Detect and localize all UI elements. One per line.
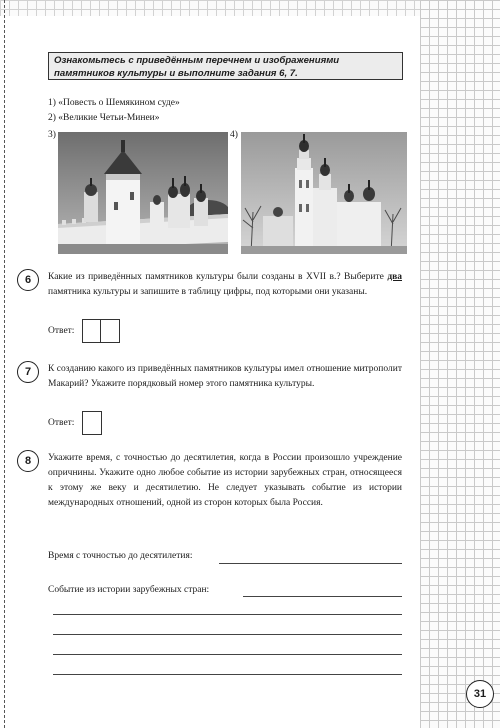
question-8-event-line-3[interactable] <box>53 634 402 635</box>
question-8-text: Укажите время, с точностью до десятилетия, когда в России произошло учреждение опричнины. Укажите одно любое событие из истории зарубежных стран, относящееся к этому же веку и десятилетию. Не следует указывать событие из истории международных отношений, одной из сторон которых была Россия. <box>48 453 402 508</box>
question-6-answer-cell-2[interactable] <box>100 319 120 343</box>
question-8-decade-label: Время с точностью до десятилетия: <box>48 551 193 561</box>
page-number: 31 <box>466 680 494 708</box>
question-6-answer-label: Ответ: <box>48 326 75 336</box>
monument-label-3: 3) <box>48 130 56 140</box>
question-7-answer-label: Ответ: <box>48 418 75 428</box>
question-8-event-line-5[interactable] <box>53 674 402 675</box>
question-8-event-label: Событие из истории зарубежных стран: <box>48 585 210 595</box>
cut-line <box>4 0 5 728</box>
monument-item-2: 2) «Великие Четьи-Минеи» <box>48 113 160 123</box>
question-7-answer-cell[interactable] <box>82 411 102 435</box>
instruction-box: Ознакомьтесь с приведённым перечнем и изображениями памятников культуры и выполните задания 6, 7. <box>48 52 403 80</box>
question-7-text: К созданию какого из приведённых памятников культуры имел отношение митрополит Макарий? Укажите порядковый номер этого памятника культуры. <box>48 364 402 389</box>
monument-item-1: 1) «Повесть о Шемякином суде» <box>48 98 180 108</box>
question-6-text-part2: памятника культуры и запишите в таблицу цифры, под которыми они указаны. <box>48 287 368 297</box>
monument-label-4: 4) <box>230 130 238 140</box>
question-8-event-line-4[interactable] <box>53 654 402 655</box>
question-8-event-line-2[interactable] <box>53 614 402 615</box>
question-6-number: 6 <box>17 269 39 291</box>
monument-photo-3 <box>58 132 228 254</box>
question-6-text <box>48 270 402 300</box>
question-8-number: 8 <box>17 450 39 472</box>
grid-margin-right <box>420 0 500 728</box>
monument-photo-4 <box>241 132 407 254</box>
question-8-event-line-1[interactable] <box>243 596 402 597</box>
question-7-number: 7 <box>17 361 39 383</box>
question-6-emphasis: два <box>387 272 402 282</box>
question-8-decade-line[interactable] <box>219 563 402 564</box>
question-6-text-part1: Какие из приведённых памятников культуры были созданы в XVII в.? Выберите <box>48 272 388 282</box>
grid-margin-top <box>0 0 420 16</box>
question-6-answer-cell-1[interactable] <box>82 319 102 343</box>
